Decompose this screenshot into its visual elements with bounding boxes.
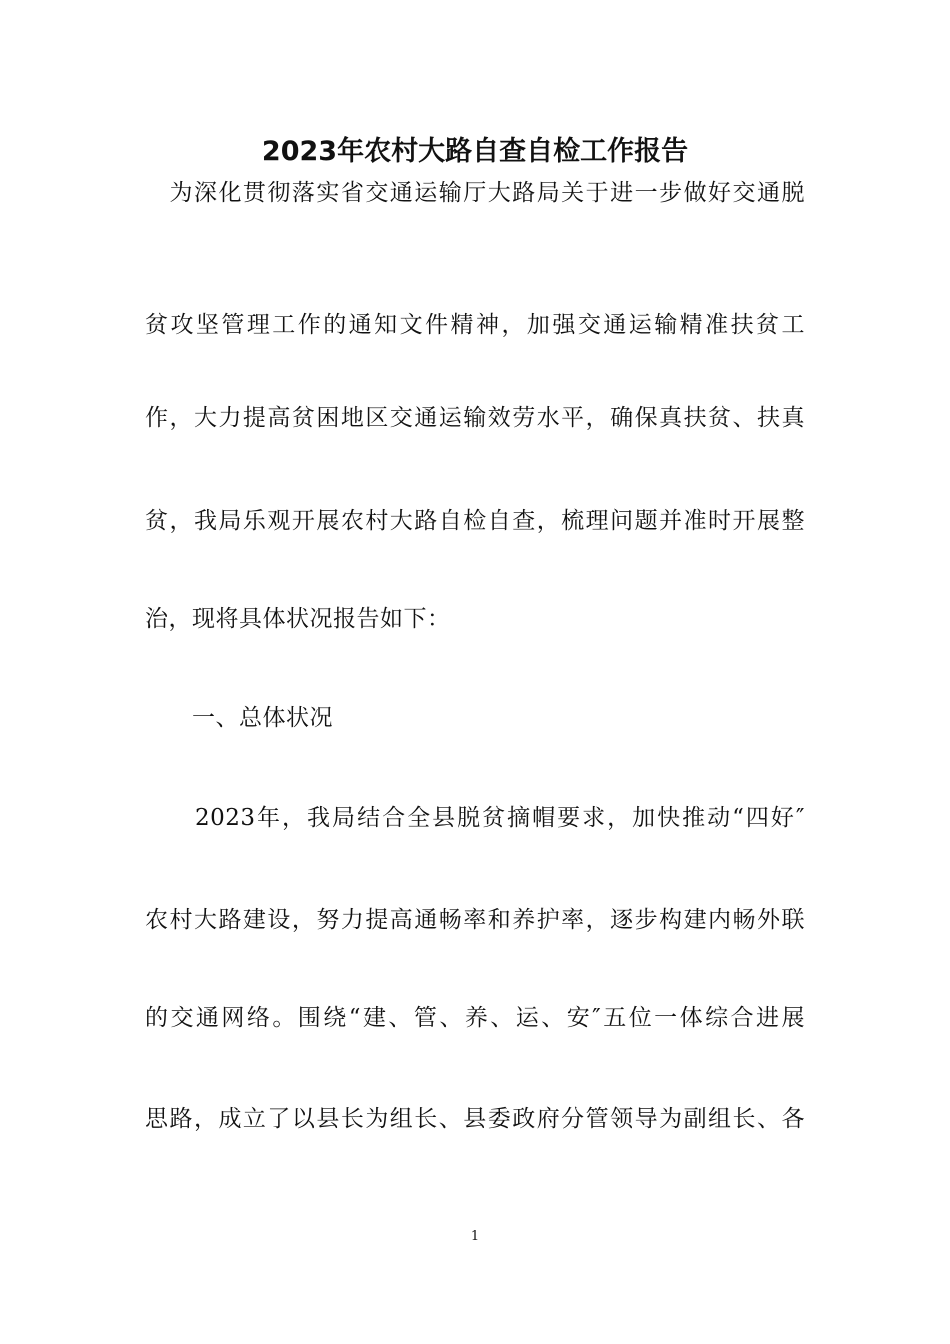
paragraph-line: 贫，我局乐观开展农村大路自检自查，梳理问题并准时开展整 <box>145 508 805 534</box>
paragraph-line: 2023年，我局结合全县脱贫摘帽要求，加快推动“四好″ <box>145 805 805 831</box>
paragraph-line: 为深化贯彻落实省交通运输厅大路局关于进一步做好交通脱 <box>145 180 805 206</box>
paragraph-line: 思路，成立了以县长为组长、县委政府分管领导为副组长、各 <box>145 1106 805 1132</box>
paragraph-line: 贫攻坚管理工作的通知文件精神，加强交通运输精准扶贫工 <box>145 312 805 338</box>
page-number: 1 <box>470 1229 480 1244</box>
paragraph-line: 治，现将具体状况报告如下： <box>145 606 451 632</box>
paragraph-line: 作，大力提高贫困地区交通运输效劳水平，确保真扶贫、扶真 <box>145 405 805 431</box>
paragraph-line: 的交通网络。围绕“建、管、养、运、安″五位一体综合进展 <box>145 1005 805 1031</box>
document-title: 2023年农村大路自查自检工作报告 <box>261 136 689 167</box>
section-heading: 一、总体状况 <box>145 705 333 731</box>
paragraph-line: 农村大路建设，努力提高通畅率和养护率，逐步构建内畅外联 <box>145 907 805 933</box>
